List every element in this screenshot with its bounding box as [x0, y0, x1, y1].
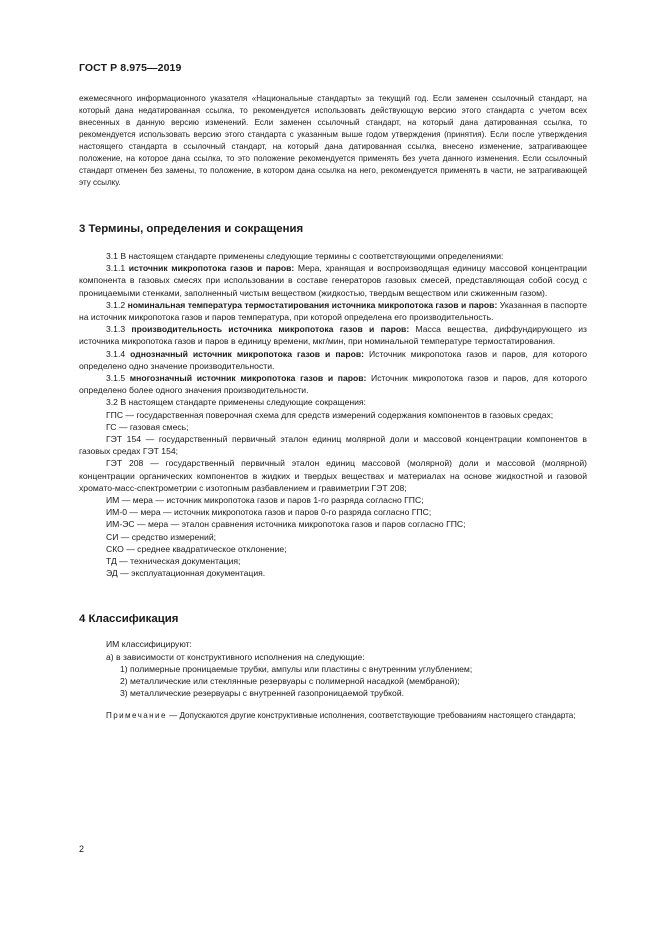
term-number: 3.1.2 — [106, 299, 128, 310]
term-3-1-1 — [79, 262, 587, 299]
term-3-1-2 — [79, 299, 587, 323]
abbreviation-sko: СКО — среднее квадратическое отклонение; — [106, 543, 287, 554]
term-definition: Источник микропотока газов и паров, для которого определено более одного значения производительности. — [79, 373, 587, 396]
term-number: 3.1.5 — [106, 373, 130, 384]
term-name: многозначный источник микропотока газов и паров: — [129, 373, 367, 384]
note-label: Примечание — [106, 710, 167, 720]
abbreviation-ed: ЭД — эксплуатационная документация. — [106, 568, 266, 579]
abbreviation-im: ИМ — мера — источник микропотока газов и паров 1-го разряда согласно ГПС; — [106, 495, 424, 506]
document-header: ГОСТ Р 8.975—2019 — [79, 62, 182, 74]
term-definition: Масса вещества, диффундирующего из источника микропотока газов и паров в единицу времени, мкг/мин, при номинальной температуре термостатирования. — [79, 324, 587, 347]
term-name: производительность источника микропотока газов и паров: — [131, 324, 410, 335]
intro-paragraph: ежемесячного информационного указателя «Национальные стандарты» за текущий год. Если заменен ссылочный стандарт, на который дана недатированная ссылка, то рекомендуется использовать действующую версию этого стандарта с учетом всех внесенных в данную версию изменений. Если заменен ссылочный стандарт, на который дана датированная ссылка, то рекомендуется использовать версию этого стандарта с указанным выше годом утверждения (принятия). Если после утверждения настоящего стандарта в ссылочный стандарт, на который дана датированная ссылка, внесено изменение, затрагивающее положение, на которое дана ссылка, то это положение рекомендуется применять без учета данного изменения. Если ссылочный стандарт отменен без замены, то положение, в котором дана ссылка на него, рекомендуется применять в части, не затрагивающей эту ссылку. — [79, 94, 587, 187]
list-item-3: 3) металлические резервуары с внутренней газопроницаемой трубкой. — [120, 688, 405, 699]
abbreviation-gps: ГПС — государственная поверочная схема для средств измерений содержания компонентов в газовых средах; — [106, 409, 554, 420]
term-number: 3.1.4 — [106, 348, 131, 359]
term-definition: Мера, хранящая и воспроизводящая единицу массовой концентрации компонента в газовых смесях при использовании в составе генераторов газовых смесей, представляющая собой сосуд с проницаемыми стенками, заполненный чистым веществом (жидкостью, твердым веществом или сжиженным газом). — [79, 263, 587, 298]
term-3-1-5 — [79, 372, 587, 396]
abbreviation-get-154: ГЭТ 154 — государственный первичный эталон единиц молярной доли и массовой концентрации компонентов в газовых средах ГЭТ 154; — [79, 434, 587, 457]
abbreviation-im-es: ИМ-ЭС — мера — эталон сравнения источника микропотока газов и паров согласно ГПС; — [106, 519, 466, 530]
note-text: — Допускаются другие конструктивные исполнения, соответствующие требованиям настоящего стандарта; — [166, 710, 576, 720]
term-definition: Источник микропотока газов и паров, для которого определено одно значение производительности. — [79, 348, 587, 371]
abbreviation-gs: ГС — газовая смесь; — [106, 421, 189, 432]
abbreviation-td: ТД — техническая документация; — [106, 556, 241, 567]
section-4-title: 4 Классификация — [79, 613, 179, 626]
term-3-1-3 — [79, 323, 587, 347]
abbreviation-get-208: ГЭТ 208 — государственный первичный эталон единиц массовой (молярной) доли и массовой (молярной) концентрации органических компонентов в жидких и твердых веществах и материалах на основе жидкостной и газовой хромато-масс-спектрометрии с изотопным разбавлением и гравиметрии ГЭТ 208; — [79, 458, 587, 493]
term-name: номинальная температура термостатирования источника микропотока газов и паров: — [127, 299, 498, 310]
term-definition: Указанная в паспорте на источник микропотока газов и паров температура, при которой определена его производительность. — [79, 299, 587, 323]
list-item-1: 1) полимерные проницаемые трубки, ампулы или пластины с внутренним углублением; — [120, 663, 473, 674]
paragraph-3-1: 3.1 В настоящем стандарте применены следующие термины с соответствующими определениями: — [106, 251, 504, 261]
term-number: 3.1.1 — [106, 263, 129, 274]
paragraph-3-2: 3.2 В настоящем стандарте применены следующие сокращения: — [106, 397, 366, 408]
paragraph-4-a: а) в зависимости от конструктивного исполнения на следующие: — [106, 651, 365, 662]
page-number: 2 — [79, 844, 85, 854]
term-3-1-4 — [79, 348, 587, 372]
list-item-2: 2) металлические или стеклянные резервуары с полимерной насадкой (мембраной); — [120, 676, 460, 687]
paragraph-4-intro: ИМ классифицируют: — [106, 639, 192, 650]
term-number: 3.1.3 — [106, 324, 132, 335]
term-name: источник микропотока газов и паров: — [128, 263, 295, 274]
note — [79, 710, 587, 722]
page-content — [79, 93, 587, 722]
section-3-title: 3 Термины, определения и сокращения — [79, 223, 304, 235]
intro-section — [79, 93, 587, 189]
abbreviation-si: СИ — средство измерений; — [106, 531, 217, 542]
abbreviation-im-0: ИМ-0 — мера — источник микропотока газов и паров 0-го разряда согласно ГПС; — [106, 507, 432, 518]
term-name: однозначный источник микропотока газов и паров: — [130, 348, 364, 359]
